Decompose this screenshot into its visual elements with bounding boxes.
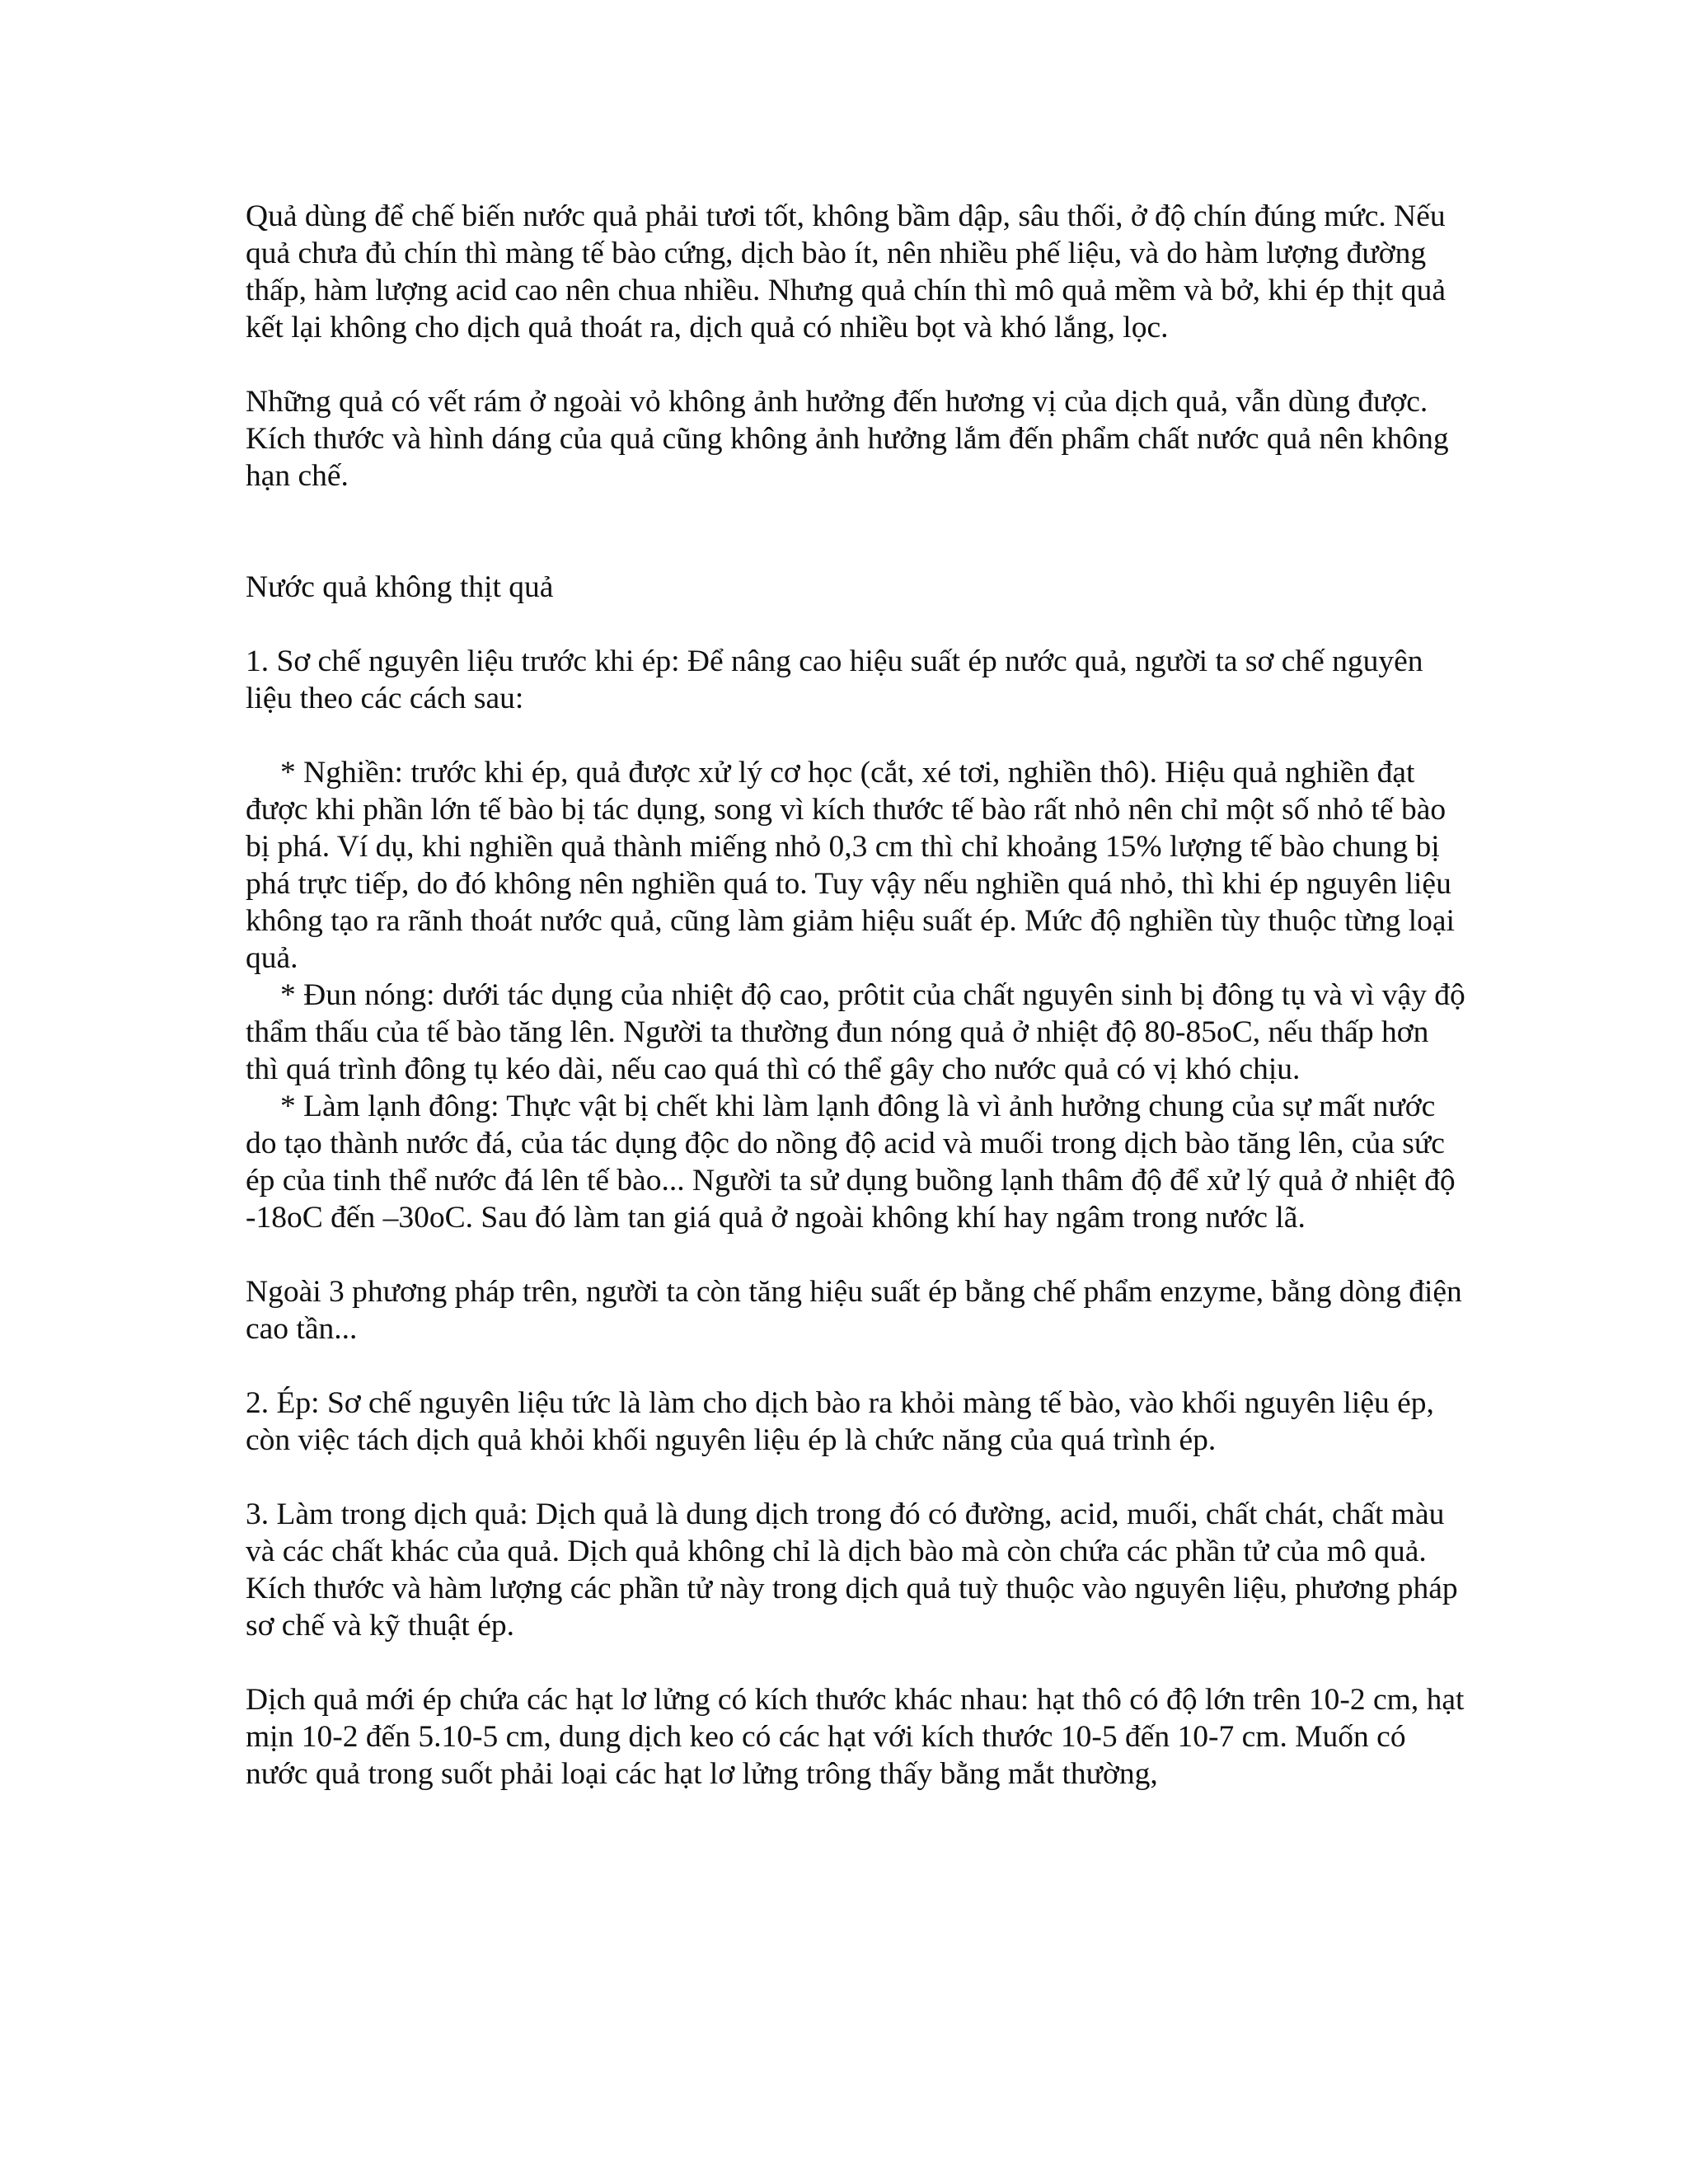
paragraph-other-methods: Ngoài 3 phương pháp trên, người ta còn tăng hiệu suất ép bằng chế phẩm enzyme, bằng dòng điện cao tần... — [246, 1275, 1462, 1346]
section-heading: Nước quả không thịt quả — [246, 570, 554, 604]
paragraph-fruit-quality: Quả dùng để chế biến nước quả phải tươi tốt, không bầm dập, sâu thối, ở độ chín đúng mức. Nếu quả chưa đủ chín thì màng tế bào cứng, dịch bào ít, nên nhiều phế liệu, và do hàm lượng đường thấp, hàm lượng acid cao nên chua nhiều. Nhưng quả chín thì mô quả mềm và bở, khi ép thịt quả kết lại không cho dịch quả thoát ra, dịch quả có nhiều bọt và khó lắng, lọc. — [246, 199, 1446, 344]
bullet-star: * — [280, 756, 296, 790]
paragraph-pressing: 2. Ép: Sơ chế nguyên liệu tức là làm cho dịch bào ra khỏi màng tế bào, vào khối nguyên liệu ép, còn việc tách dịch quả khỏi khối nguyên liệu ép là chức năng của quá trình ép. — [246, 1386, 1434, 1457]
paragraph-blemished-fruit: Những quả có vết rám ở ngoài vỏ không ảnh hưởng đến hương vị của dịch quả, vẫn dùng được. Kích thước và hình dáng của quả cũng không ảnh hưởng lắm đến phẩm chất nước quả nên không hạn chế. — [246, 385, 1449, 493]
document-body — [246, 198, 1465, 1793]
paragraph-suspended-particles: Dịch quả mới ép chứa các hạt lơ lửng có kích thước khác nhau: hạt thô có độ lớn trên 10-2 cm, hạt mịn 10-2 đến 5.10-5 cm, dung dịch keo có các hạt với kích thước 10-5 đến 10-7 cm. Muốn có nước quả trong suốt phải loại các hạt lơ lửng trông thấy bằng mắt thường, — [246, 1683, 1465, 1791]
bullet-grinding — [246, 754, 1465, 977]
bullet-freezing — [246, 1088, 1465, 1236]
bullet-star: * — [280, 978, 296, 1012]
bullet-grinding-text: Nghiền: trước khi ép, quả được xử lý cơ học (cắt, xé tơi, nghiền thô). Hiệu quả nghiền đạt được khi phần lớn tế bào bị tác dụng, song vì kích thước tế bào rất nhỏ nên chỉ một số nhỏ tế bào bị phá. Ví dụ, khi nghiền quả thành miếng nhỏ 0,3 cm thì chỉ khoảng 15% lượng tế bào chung bị phá trực tiếp, do đó không nên nghiền quá to. Tuy vậy nếu nghiền quá nhỏ, thì khi ép nguyên liệu không tạo ra rãnh thoát nước quả, cũng làm giảm hiệu suất ép. Mức độ nghiền tùy thuộc từng loại quả. — [246, 756, 1455, 975]
bullet-heating-text: Đun nóng: dưới tác dụng của nhiệt độ cao, prôtit của chất nguyên sinh bị đông tụ và vì vậy độ thẩm thấu của tế bào tăng lên. Người ta thường đun nóng quả ở nhiệt độ 80-85oC, nếu thấp hơn thì quá trình đông tụ kéo dài, nếu cao quá thì có thể gây cho nước quả có vị khó chịu. — [246, 978, 1465, 1086]
bullet-heating — [246, 977, 1465, 1088]
paragraph-pre-processing: 1. Sơ chế nguyên liệu trước khi ép: Để nâng cao hiệu suất ép nước quả, người ta sơ chế nguyên liệu theo các cách sau: — [246, 644, 1423, 715]
paragraph-clarification: 3. Làm trong dịch quả: Dịch quả là dung dịch trong đó có đường, acid, muối, chất chát, chất màu và các chất khác của quả. Dịch quả không chỉ là dịch bào mà còn chứa các phần tử của mô quả. Kích thước và hàm lượng các phần tử này trong dịch quả tuỳ thuộc vào nguyên liệu, phương pháp sơ chế và kỹ thuật ép. — [246, 1497, 1458, 1643]
bullet-star: * — [280, 1090, 296, 1123]
bullet-freezing-text: Làm lạnh đông: Thực vật bị chết khi làm lạnh đông là vì ảnh hưởng chung của sự mất nước do tạo thành nước đá, của tác dụng độc do nồng độ acid và muối trong dịch bào tăng lên, của sức ép của tinh thể nước đá lên tế bào... Người ta sử dụng buồng lạnh thâm độ để xử lý quả ở nhiệt độ -18oC đến –30oC. Sau đó làm tan giá quả ở ngoài không khí hay ngâm trong nước lã. — [246, 1090, 1456, 1235]
